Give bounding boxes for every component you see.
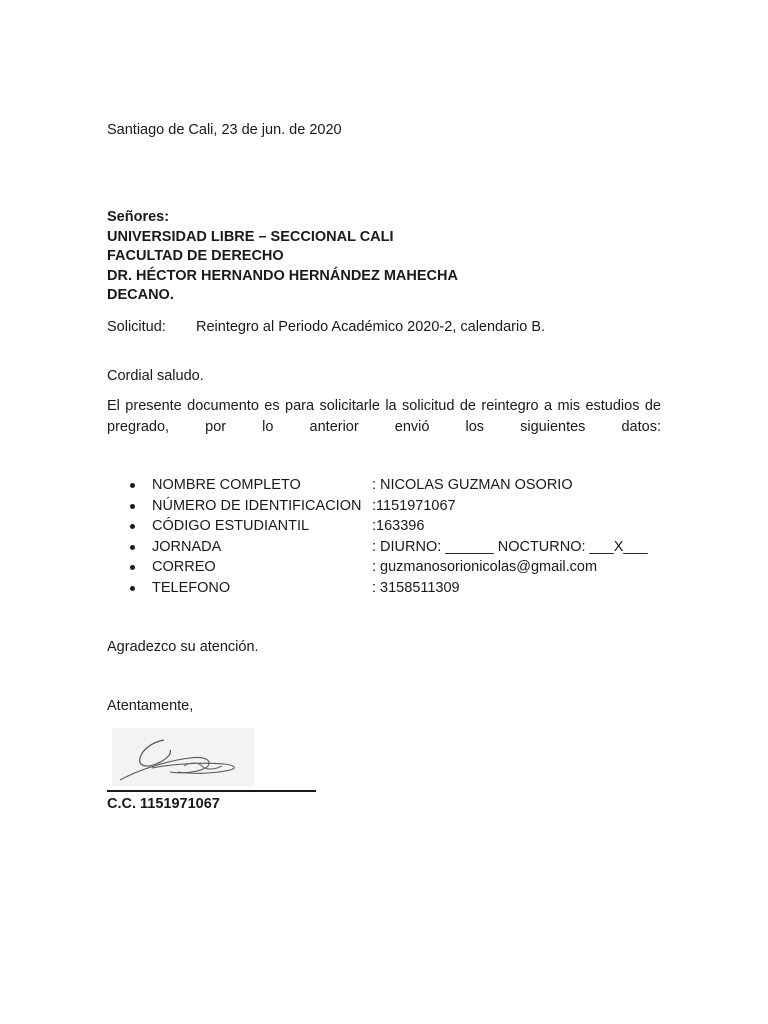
field-label: NÚMERO DE IDENTIFICACION <box>152 497 362 514</box>
bullet-icon <box>130 483 135 488</box>
bullet-icon <box>130 504 135 509</box>
id-line: C.C. 1151971067 <box>107 796 220 812</box>
recipient-faculty: FACULTAD DE DERECHO <box>107 248 284 264</box>
field-value: :163396 <box>372 518 425 534</box>
signature-line <box>107 790 316 792</box>
field-value: :1151971067 <box>372 497 456 514</box>
field-label: TELEFONO <box>152 579 231 596</box>
subject-text: Reintegro al Periodo Académico 2020-2, calendario B. <box>196 319 546 335</box>
field-value: : DIURNO: ______ NOCTURNO: ___X___ <box>372 538 648 555</box>
recipient-salutation: Señores: <box>107 209 170 225</box>
signature-scribble-icon <box>112 728 254 786</box>
field-label: JORNADA <box>152 538 222 555</box>
recipient-title: DECANO. <box>107 287 174 303</box>
field-label: CÓDIGO ESTUDIANTIL <box>152 518 310 534</box>
field-value: : guzmanosorionicolas@gmail.com <box>372 559 598 575</box>
field-value: : NICOLAS GUZMAN OSORIO <box>372 477 573 493</box>
field-label: NOMBRE COMPLETO <box>152 477 301 493</box>
bullet-icon <box>130 545 135 550</box>
bullet-icon <box>130 524 135 529</box>
bullet-icon <box>130 565 135 570</box>
bullet-icon <box>130 586 135 591</box>
body-paragraph: El presente documento es para solicitarle la solicitud de reintegro a mis estudios de pregrado, por lo anterior envió los siguientes datos: <box>107 398 661 435</box>
recipient-name: DR. HÉCTOR HERNANDO HERNÁNDEZ MAHECHA <box>107 267 458 284</box>
field-label: CORREO <box>152 559 216 575</box>
greeting: Cordial saludo. <box>107 368 204 384</box>
subject-label: Solicitud: <box>107 319 166 335</box>
thanks-line: Agradezco su atención. <box>107 639 259 655</box>
signature-image <box>112 728 254 786</box>
recipient-block <box>107 208 458 306</box>
closing-line: Atentamente, <box>107 698 194 714</box>
date-line: Santiago de Cali, 23 de jun. de 2020 <box>107 122 342 138</box>
field-value: : 3158511309 <box>372 579 460 596</box>
subject-line <box>107 318 545 337</box>
recipient-university: UNIVERSIDAD LIBRE – SECCIONAL CALI <box>107 228 394 245</box>
